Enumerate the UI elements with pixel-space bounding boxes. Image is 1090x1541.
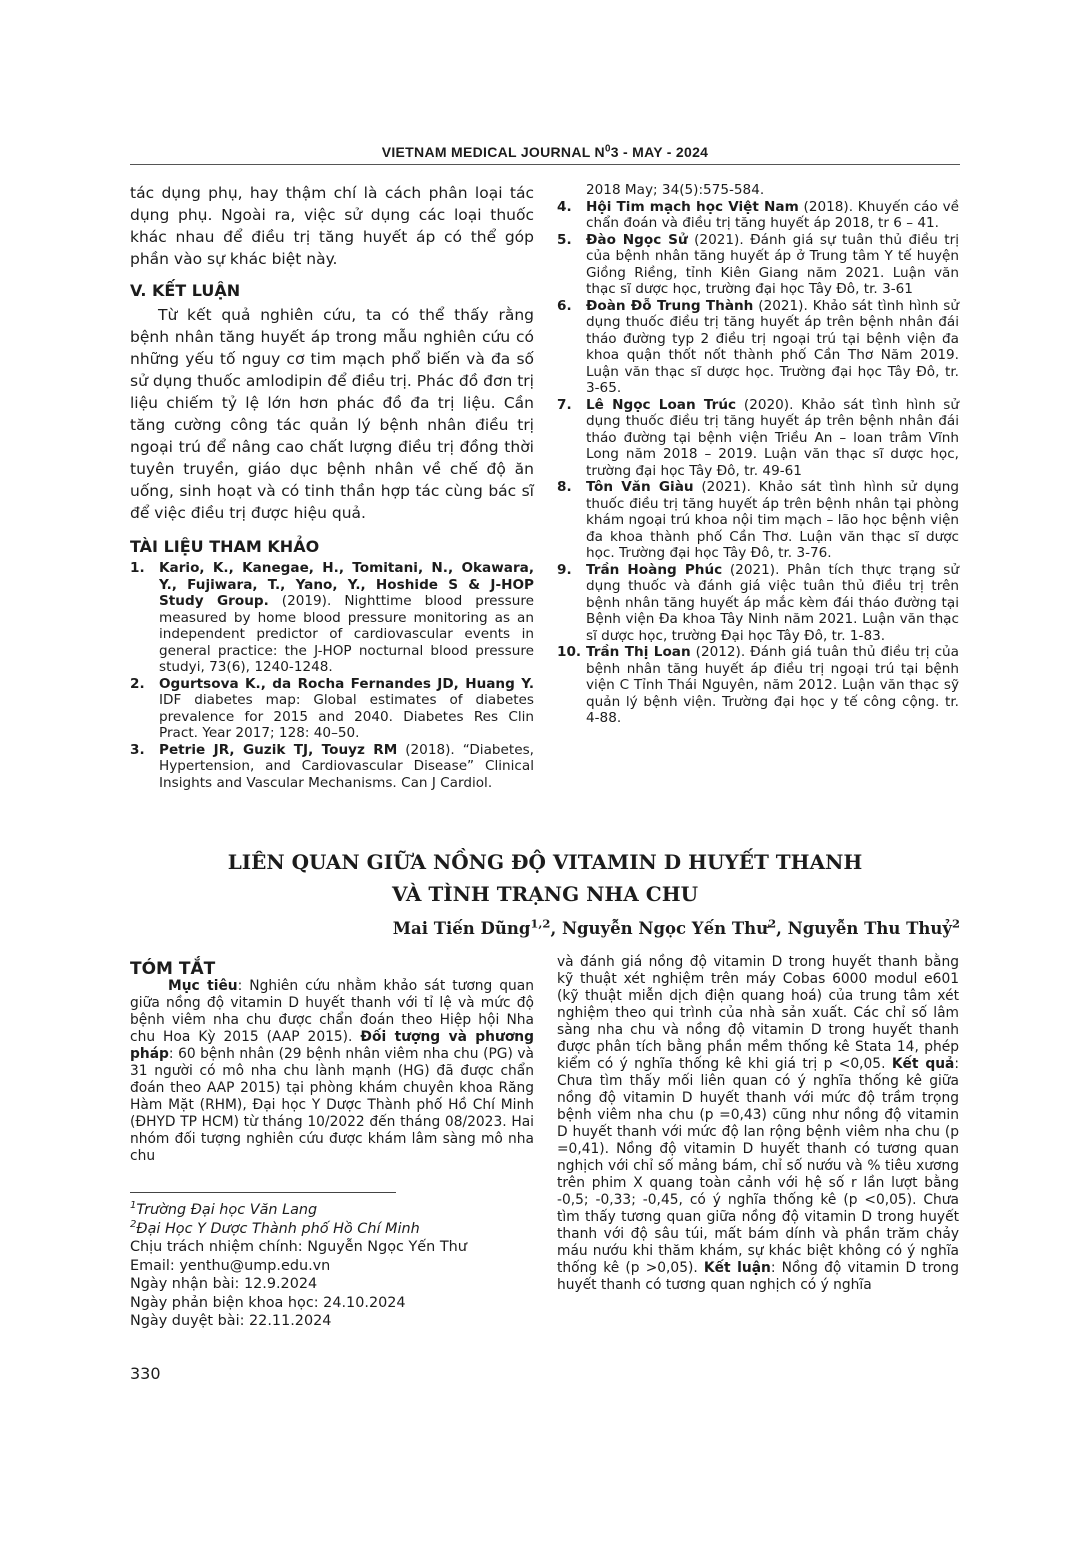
- affiliation-1: $^1$Trường Đại học Văn Lang: [130, 1200, 318, 1218]
- date-accepted: Ngày duyệt bài: 22.11.2024: [130, 1313, 332, 1329]
- abstract-right-column: [557, 954, 959, 1294]
- contact-email: Email: yenthu@ump.edu.vn: [130, 1257, 331, 1274]
- reference-item: 8. Tôn Văn Giàu (2021). Khảo sát tình hình sử dụng thuốc điều trị tăng huyết áp trên bệnh nhân tại phòng khám ngoại trú khoa nội tim mạch – lão học bệnh viện đa khoa thành phố Cần Thơ. Luận văn thạc sĩ dược học. Trường đại học Tây Đô, tr. 3-76.: [557, 479, 959, 561]
- reference-item: 6. Đoàn Đỗ Trung Thành (2021). Khảo sát tình hình sử dụng thuốc điều trị tăng huyết áp trên bệnh nhân đái tháo đường typ 2 điều trị ngoại trú tại bệnh viện đa khoa quận thốt nốt thành phố Cần Thơ Năm 2019. Luận văn thạc sĩ dược học. Trường đại học Tây Đô, tr. 3-65.: [557, 297, 959, 396]
- discussion-paragraph: tác dụng phụ, hay thậm chí là cách phân loại tác dụng phụ. Ngoài ra, việc sử dụng các loại thuốc khác nhau để điều trị tăng huyết áp có thể góp phần vào sự khác biệt này.: [130, 184, 534, 268]
- date-reviewed: Ngày phản biện khoa học: 24.10.2024: [130, 1294, 406, 1311]
- reference-item: 9. Trần Hoàng Phúc (2021). Phân tích thực trạng sử dụng thuốc và đánh giá việc tuân thủ điều trị trên bệnh nhân tăng huyết áp mắc kèm đái tháo đường tại Bệnh viện Đa khoa Tây Ninh năm 2021. Luận văn thạc sĩ dược học, trường Đại học Tây Đô, tr. 1-83.: [557, 561, 959, 644]
- top-left-column: [130, 182, 534, 791]
- references-heading: TÀI LIỆU THAM KHẢO: [130, 537, 320, 556]
- journal-header: VIETNAM MEDICAL JOURNAL $N^03$ - MAY - 2024: [130, 142, 960, 165]
- reference-item: 2. Ogurtsova K., da Rocha Fernandes JD, Huang Y. IDF diabetes map: Global estimates of diabetes prevalence for 2015 and 2040. Diabetes Res Clin Pract. Year 2017; 128: 40–50.: [130, 675, 534, 741]
- page-number: 330: [130, 1364, 161, 1383]
- author-list: Mai Tiến Dũng$^{1,2}$, Nguyễn Ngọc Yến Thư$^2$, Nguyễn Thu Thuỷ$^2$: [392, 916, 960, 938]
- reference-item: 1. Kario, K., Kanegae, H., Tomitani, N., Okawara, Y., Fujiwara, T., Yano, Y., Hoshide S & J-HOP Study Group. (2019). Nighttime blood pressure measured by home blood pressure monitoring as an independent predictor of cardiovascular events in general practice: the J-HOP nocturnal blood pressure studyi, 73(6), 1240-1248.: [130, 560, 534, 675]
- reference-list-right: [557, 199, 959, 727]
- responsible-author: Chịu trách nhiệm chính: Nguyễn Ngọc Yến Thư: [130, 1239, 467, 1255]
- reference-item: 5. Đào Ngọc Sử (2021). Đánh giá sự tuân thủ điều trị của bệnh nhân tăng huyết áp ở Trung tâm Y tế huyện Giồng Riềng, tỉnh Kiên Giang năm 2021. Luận văn thạc sĩ dược học, trường đại học Tây Đô, tr. 3-61: [557, 231, 959, 297]
- abstract-paragraph: Mục tiêu: Nghiên cứu nhằm khảo sát tương quan giữa nồng độ vitamin D huyết thanh với tỉ lệ và mức độ bệnh viêm nha chu được chẩn đoán theo Hiệp hội Nha chu Hoa Kỳ 2015 (AAP 2015). Đối tượng và phương pháp: 60 bệnh nhân (29 bệnh nhân viêm nha chu (PG) và 31 người có mô nha chu lành mạnh (HG) đã được chẩn đoán theo AAP 2015) tại phòng khám chuyên khoa Răng Hàm Mặt (RHM), Đại học Y Dược Thành phố Hồ Chí Minh (ĐHYD TP HCM) từ tháng 10/2022 đến tháng 08/2023. Hai nhóm đối tượng nghiên cứu được khám lâm sàng mô nha chu: [130, 978, 534, 1164]
- date-received: Ngày nhận bài: 12.9.2024: [130, 1276, 318, 1292]
- reference-item: 10. Trần Thị Loan (2012). Đánh giá tuân thủ điều trị của bệnh nhân tăng huyết áp điều trị ngoại trú tại bệnh viện C Tỉnh Thái Nguyên, năm 2012. Luận văn thạc sỹ quản lý bệnh viện. Trường đại học y tế công cộng. tr. 4-88.: [557, 644, 960, 726]
- reference-list-left: [130, 560, 534, 791]
- reference-item: 7. Lê Ngọc Loan Trúc (2020). Khảo sát tình hình sử dụng thuốc điều trị tăng huyết áp trên bệnh nhân đái tháo đường tại bệnh viện Triều An – loan trâm Vĩnh Long năm 2018 – 2019. Luận văn thạc sĩ dược học, trường đại học Tây Đô, tr. 49-61: [557, 396, 959, 479]
- abstract-paragraph-continued: và đánh giá nồng độ vitamin D trong huyết thanh bằng kỹ thuật xét nghiệm trên máy Cobas 6000 modul e601 (kỹ thuật miễn dịch điện quang hoá) của trung tâm xét nghiệm theo qui trình của nhà sản xuất. Các chỉ số lâm sàng nha chu và nồng độ vitamin D trong huyết thanh được phân tích bằng phần mềm thống kê Stata 14, phép kiểm có ý nghĩa thống kê khi giá trị p <0,05. Kết quả: Chưa tìm thấy mối liên quan có ý nghĩa thống kê giữa nồng độ vitamin D huyết thanh với mức độ trầm trọng bệnh viêm nha chu (p =0,43) cũng như nồng độ vitamin D huyết thanh với mức độ lan rộng bệnh viêm nha chu (p =0,41). Nồng độ vitamin D huyết thanh có tương quan nghịch với chỉ số mảng bám, chỉ số nướu và % tiêu xương trên phim X quang toàn cảnh với hệ số r lần lượt bằng -0,5; -0,33; -0,45, có ý nghĩa thống kê (p <0,05). Chưa tìm thấy tương quan giữa nồng độ vitamin D trong huyết thanh với độ sâu túi, mất bám dính và phần trăm chảy máu nướu khi thăm khám, sự khác biệt không có ý nghĩa thống kê (p >0,05). Kết luận: Nồng độ vitamin D trong huyết thanh có tương quan nghịch có ý nghĩa: [557, 954, 959, 1293]
- abstract-left-column: [130, 978, 534, 1165]
- conclusion-paragraph: Từ kết quả nghiên cứu, ta có thể thấy rằng bệnh nhân tăng huyết áp trong mẫu nghiên cứu có những yếu tố nguy cơ tim mạch phổ biến và đa số sử dụng thuốc amlodipin để điều trị. Phác đồ đơn trị liệu chiếm tỷ lệ lớn hơn phác đồ đa trị liệu. Cần tăng cường công tác quản lý bệnh nhân điều trị ngoại trú để nâng cao chất lượng điều trị đồng thời tuyên truyền, giáo dục bệnh nhân về chế độ ăn uống, sinh hoạt và có tinh thần hợp tác cùng bác sĩ để việc điều trị được hiệu quả.: [130, 306, 534, 522]
- footnotes: [130, 1201, 534, 1331]
- abstract-heading: TÓM TẮT: [130, 959, 216, 979]
- affiliation-2: $^2$Đại Học Y Dược Thành phố Hồ Chí Minh: [130, 1218, 420, 1237]
- reference-continuation: 2018 May; 34(5):575-584.: [586, 182, 765, 198]
- top-right-column: [557, 182, 959, 727]
- reference-item: 3. Petrie JR, Guzik TJ, Touyz RM (2018). “Diabetes, Hypertension, and Cardiovascular Disease” Clinical Insights and Vascular Mechanisms. Can J Cardiol.: [130, 741, 534, 791]
- article-title: LIÊN QUAN GIỮA NỒNG ĐỘ VITAMIN D HUYẾT THANH VÀ TÌNH TRẠNG NHA CHU: [227, 850, 863, 906]
- footnote-divider: [130, 1192, 396, 1193]
- conclusion-heading: V. KẾT LUẬN: [130, 281, 241, 300]
- reference-item: 4. Hội Tim mạch học Việt Nam (2018). Khuyến cáo về chẩn đoán và điều trị tăng huyết áp 2018, tr 6 – 41.: [557, 198, 959, 231]
